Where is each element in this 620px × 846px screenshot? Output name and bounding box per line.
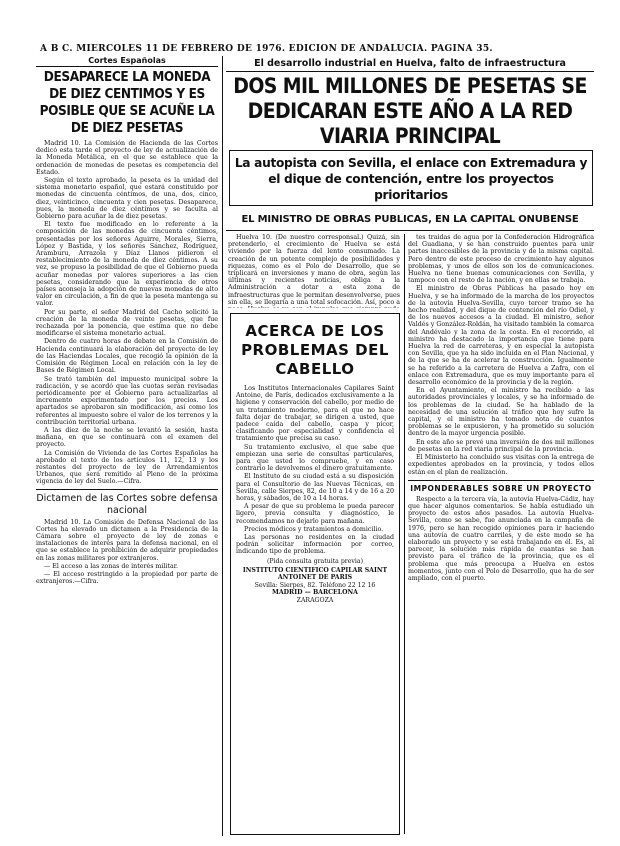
main-headline: DOS MIL MILLONES DE PESETAS SE DEDICARAN ESTE AÑO A LA RED VIARIA PRINCIPAL bbox=[233, 74, 587, 148]
paragraph: El Ministerio ha concluido sus visitas con la entrega de expedientes aprobados en la provincia, y todos ellos están en el plan de realización. bbox=[408, 454, 594, 476]
paragraph: Según el texto aprobado, la peseta es la unidad del sistema monetario español, que estará constituido por monedas de cincuenta céntimos, de una, dos, cinco, diez, veinticinco, cincuenta y cien pesetas. Desaparece, pues, la moneda de diez céntimos y se faculta al Gobierno para acuñar la de diez pesetas. bbox=[36, 177, 218, 221]
divider bbox=[36, 489, 218, 490]
paragraph: El texto fue modificado en lo referente a la composición de las monedas de cincuenta céntimos, presentadas por los señores Aguirre, Morales, Sierra, López y Bastida, y los señores Sánchez, Rodríguez, Aramburu, Arrazola y Díaz Llanos pidieron el restablecimiento de la moneda de diez céntimos. A su vez, se propuso la posibilidad de que el Gobierno pueda acuñar monedas por valores superiores a las cien pesetas, considerando que la experiencia de otros países aconseja la adopción de nuevas monedas de alto valor en circulación, a fin de que la peseta mantenga su valor. bbox=[36, 221, 218, 308]
paragraph: Precios módicos y tratamientos a domicilio. bbox=[244, 525, 384, 533]
paragraph: Huelva 10. (De nuestro corresponsal.) Quizá, sin pretenderlo, el crecimiento de Huelva se está viviendo por la fuerza del lento consumado. La creación de un potente complejo de posibilidades y riquezas, como es el Polo de Desarrollo, que se triplicará en inversiones y mano de obra, según las últimas y recientes noticias, obliga a la Administración a dotar a esta zona de infraestructuras que le permitan desenvolverse, pues sin ella, se llegaría a una total sofocación. Así, poco a bbox=[228, 234, 400, 306]
right-article-body bbox=[408, 234, 594, 476]
paragraph: Madrid 10. La Comisión de Defensa Nacional de las Cortes ha elevado un dictamen a la Presidencia de la Cámara sobre el proyecto de ley de zonas e instalaciones de interés para la defensa nacional, en el que se establece la prohibición de adquirir propiedades en las zonas militares por extranjeros. bbox=[36, 518, 218, 562]
paragraph: En el Ayuntamiento, el ministro ha recibido a las autoridades provinciales y locales, y se ha informado de los problemas de la ciudad. Se ha hablado de la necesidad de una solución al tráfico que hoy sufre la capital, y el ministro ha tomado nota de cuantos problemas se le expusieron, y ha prometido su solución dentro de la mayor urgencia posible. bbox=[408, 387, 594, 438]
paragraph: tes traídas de agua por la Confederación Hidrográfica del Guadiana, y se han construido puentes para unir partes inaccesibles de la provincia y de la misma capital. Pero dentro de este proceso de crecimiento hay algunos problemas, y unos de ellos son los de comunicaciones. Huelva no tiene buenas comunicaciones con Sevilla, y tampoco con el resto de la nación, y en ellas se trabaja. bbox=[408, 234, 594, 285]
main-story-header bbox=[226, 58, 594, 238]
ad-footer-cities: MADRID — BARCELONA bbox=[272, 589, 358, 597]
paragraph: A las diez de la noche se levantó la sesión, hasta mañana, en que se continuará con el examen del proyecto. bbox=[36, 426, 218, 449]
left-headline: DESAPARECE LA MONEDA DE DIEZ CENTIMOS Y ES POSIBLE QUE SE ACUÑE LA DE DIEZ PESETAS bbox=[39, 69, 215, 136]
right-article2-body bbox=[408, 496, 594, 582]
advertisement-box bbox=[230, 313, 400, 835]
paragraph: A pesar de que su problema le pueda parecer ligero, previa consulta y diagnóstico, le recomendamos no dejarlo para mañana. bbox=[236, 503, 394, 525]
story-banner: EL MINISTRO DE OBRAS PUBLICAS, EN LA CAPITAL ONUBENSE bbox=[241, 214, 579, 225]
divider bbox=[408, 480, 594, 481]
paragraph: Los Institutos Internacionales Capilares Saint Antoine, de París, dedicados exclusivamente a la higiene y conservación del cabello, por medio de un tratamiento moderno, para el que no hace falta dejar de trabajar, se dirigen a usted, que padece caída del cabello, caspa y picor, clasificando por especialidad y confidencia el tratamiento que precisa su caso. bbox=[236, 385, 394, 443]
paragraph: — El acceso restringido a la propiedad por parte de extranjeros.—Cifra. bbox=[36, 570, 218, 586]
right-column-text bbox=[408, 234, 594, 834]
paragraph: La Comisión de Vivienda de las Cortes Españolas ha aprobado el texto de los artículos 11, 12, 13 y los restantes del proyecto de ley de Arrendamientos Urbanos, que será remitido al Pleno de la próxima vigencia de ley del Suelo.—Cifra. bbox=[36, 449, 218, 486]
section-label: Cortes Españolas bbox=[88, 56, 166, 65]
left-article2-body bbox=[36, 519, 218, 586]
ad-cta: (Pida consulta gratuita previa) bbox=[267, 557, 363, 565]
paragraph: Madrid 10. La Comisión de Hacienda de las Cortes dedicó esta tarde el proyecto de ley de actualización de la Moneda Metálica, en el que se establece que la ordenación de monedas de pesetas es competencia del Estado. bbox=[36, 140, 218, 176]
ad-footer-name: INSTITUTO CIENTIFICO CAPILAR SAINT ANTOINET DE PARIS bbox=[242, 567, 388, 582]
column-divider bbox=[222, 56, 223, 836]
paragraph: Las personas no residentes en la ciudad podrán solicitar información por correo, indicando tipo de problema. bbox=[236, 534, 394, 556]
column-divider bbox=[404, 234, 405, 834]
paragraph: El Instituto de su ciudad está a su disposición para el Consultorio de las Nuevas Técnicas, en Sevilla, calle Sierpes, 82, de 10 a 14 y de 16 a 20 horas, y sábados, de 10 a 14 horas. bbox=[236, 473, 394, 503]
divider bbox=[36, 66, 218, 67]
divider bbox=[226, 71, 594, 72]
middle-column-text bbox=[228, 234, 400, 308]
paragraph: Su tratamiento exclusivo, el que sabe que empiezan una serie de consultas particulares, para que usted lo compruebe, y en caso contrario le devolvemos el dinero gratuitamente. bbox=[236, 443, 394, 473]
paragraph: En este año se prevé una inversión de dos mil millones de pesetas en la red viaria principal de la provincia. bbox=[408, 438, 594, 453]
ad-body bbox=[231, 385, 399, 556]
ad-footer-address: Sevilla: Sierpes, 82. Teléfono 22 12 16 bbox=[254, 581, 376, 589]
paragraph: Por su parte, el señor Madrid del Cacho solicitó la creación de la moneda de veinte pesetas, que fue rechazada por la ponencia, que estima que no debe modificarse el sistema monetario actual. bbox=[36, 308, 218, 338]
paragraph: Se trató también del impuesto municipal sobre la radicación, y se acordó que las cuotas serán revisadas periódicamente por el Gobierno para actualizarlas al incremento experimentado por los precios. Los apartados se aprobaron sin modificación, así como los referentes al impuesto sobre el valor de los terrenos y la contribución territorial urbana. bbox=[36, 375, 218, 426]
subhead-box bbox=[229, 150, 593, 206]
left-article-body bbox=[36, 140, 218, 486]
subhead: La autopista con Sevilla, el enlace con Extremadura y el dique de contención, entre los proyectos prioritarios bbox=[234, 156, 588, 202]
ad-title: ACERCA DE LOS PROBLEMAS DEL CABELLO bbox=[241, 322, 389, 378]
paragraph: El ministro de Obras Públicas ha pasado hoy en Huelva, y se ha informado de la marcha de los proyectos de la autovía Huelva-Sevilla, cuyo tercer tramo se ha hecho realidad, y del dique de contención del río Odiel, y de los nuevos accesos a la ciudad. El ministro, señor Valdés y González-Roldán, ha visitado también la comarca del Andévalo y la zona de la costa. En el recorrido, el ministro ha destacado la importancia que tiene para Huelva la red de carreteras, y en especial la autopista con Sevilla, que ya ha sido incluida en el Plan Nacional, y de la que se ha de acelerar la construcción. Igualmente se ha referido a la carretera de Huelva a Zafra, con el enlace con Extremadura, que es muy importante para el desarrollo económico de la provincia y de la región. bbox=[408, 285, 594, 387]
ad-footer-city: ZARAGOZA bbox=[296, 596, 334, 604]
paragraph: — El acceso a las zonas de interés militar. bbox=[44, 562, 179, 570]
paragraph: Respecto a la tercera vía, la autovía Huelva-Cádiz, hay que hacer algunos comentarios. Se había estudiado un proyecto de estos años pasados. La autovía Huelva-Sevilla, como se sabe, fue anunciada en la campaña de 1976, pero se han recogido opiniones para ir haciendo una autovía de cuatro carriles, y de este modo se ha elaborado un proyecto y se está trabajando en él. Es, al parecer, la solución más rápida de cuantas se han previsto para el tráfico de la provincia, que es el problema que más preocupa a Huelva en estos momentos, junto con el Polo de Desarrollo, que ha de ser ampliado, con el puerto. bbox=[408, 495, 594, 582]
left-section2-title: Dictamen de las Cortes sobre defensa nacional bbox=[36, 492, 218, 516]
paragraph: Dentro de cuatro horas de debate en la Comisión de Hacienda continuará la elaboración del proyecto de ley de las Haciendas Locales, que recogió la opinión de la Comisión de Régimen Local en relación con la ley de Bases de Régimen Local. bbox=[36, 338, 218, 375]
kicker: El desarrollo industrial en Huelva, falto de infraestructura bbox=[254, 58, 566, 69]
left-column bbox=[36, 56, 218, 846]
divider bbox=[226, 230, 594, 231]
right-section-title: IMPONDERABLES SOBRE UN PROYECTO bbox=[410, 483, 592, 493]
page-header: A B C. MIERCOLES 11 DE FEBRERO DE 1976. EDICION DE ANDALUCIA. PAGINA 35. bbox=[40, 44, 493, 54]
